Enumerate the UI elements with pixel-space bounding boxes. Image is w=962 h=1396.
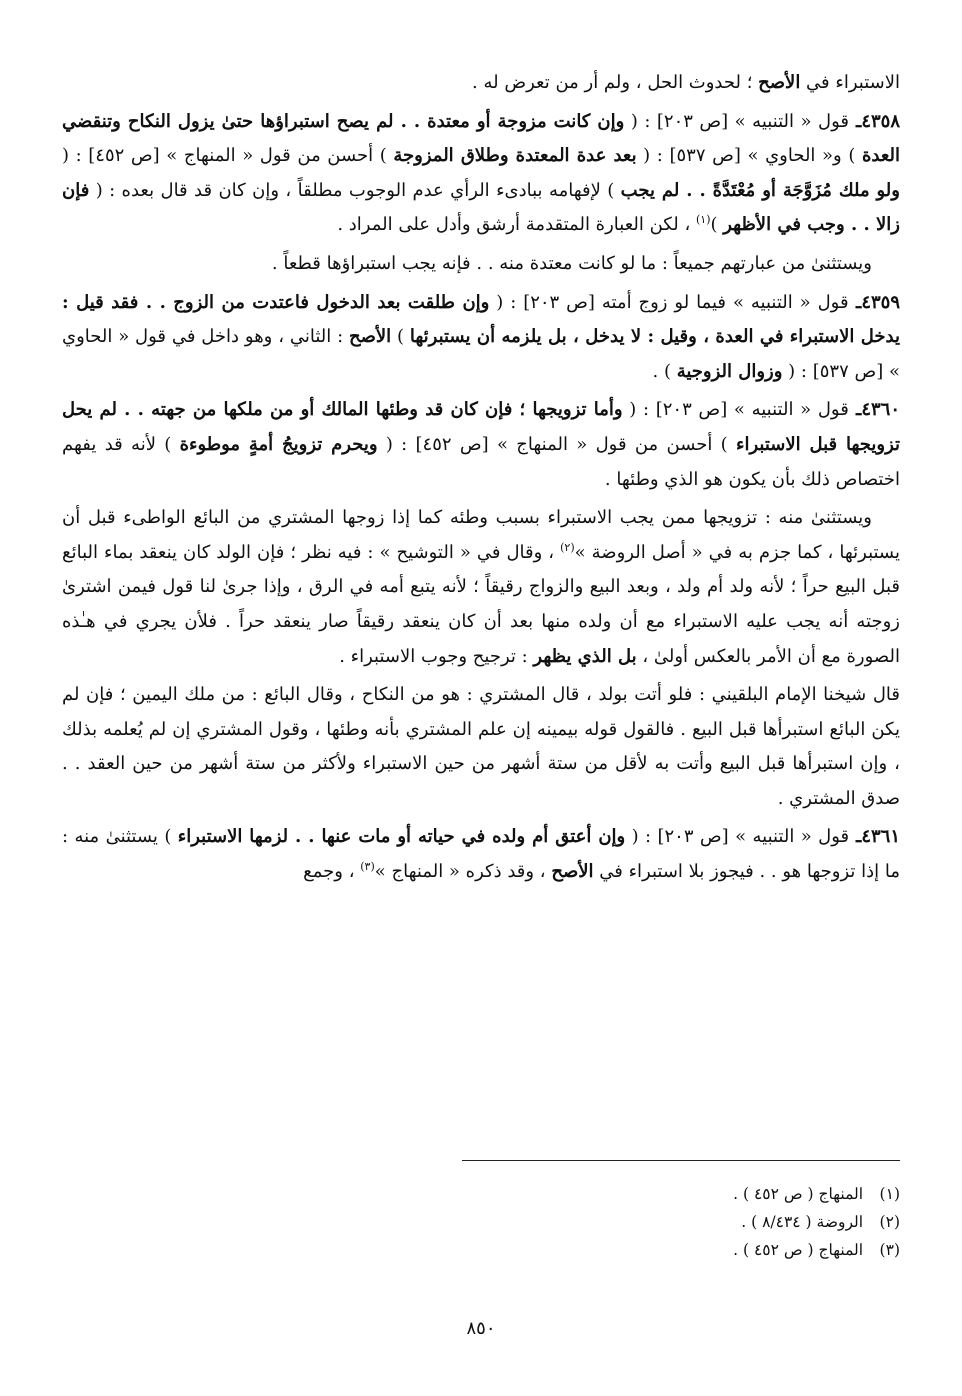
body-text: ) لإفهامه ببادىء الرأي عدم الوجوب مطلقاً ، وإن كان قد قال بعده : ( [89,179,621,201]
quoted-text: فإن زالا . . وجب في الأظهر [62,179,900,236]
quoted-text: بعد عدة المعتدة وطلاق المزوجة [393,145,637,167]
body-text: قول « التنبيه » فيما لو زوج أمته [ص ٢٠٣] : ( [489,291,849,313]
quoted-text: وإن أعتق أم ولده في حياته أو مات عنها . . لزمها الاستبراء [177,826,626,848]
footnote-text: المنهاج ( ص ٤٥٢ ) . [733,1185,864,1203]
footnote-2 [62,1208,900,1236]
footnotes [62,1180,900,1264]
body-text: ويستثنىٰ منه : تزويجها ممن يجب الاستبراء بسبب وطئه كما إذا زوجها المشتري من البائع الواطىء قبل أن يستبرئها ، كما جزم به في « أصل الروضة » [62,507,900,563]
paragraph-p4360c [62,678,900,816]
page-number: ٨٥٠ [466,1318,496,1339]
page-body [62,66,900,894]
body-text: ) [391,326,410,348]
paragraph-p4360b [62,501,900,674]
paragraph-p4360 [62,393,900,497]
body-text: ، وقال في « التوشيح » : فيه نظر ؛ فإن الولد كان ينعقد بماء البائع قبل البيع حراً ؛ لأنه ولد أم ولد ، وبعد البيع والزواج رقيقاً ؛ لأنه يتبع أمه في الرق ، وإذا جرىٰ لنا قول فيمن اشترىٰ زوجته أنه يجب عليه الاستبراء مع أن ولده منها بعد أن كان ينعقد رقيقاً صار ينعقد حراً . فلأن يجري في هـٰذه الصورة مع أن الأمر بالعكس أولىٰ ، [62,541,900,667]
entry-number: ٤٣٦١ـ [849,826,901,848]
footnote-number: (٢) [879,1213,900,1231]
body-text: ) و« الحاوي » [ص ٥٣٧] : ( [636,145,862,167]
body-text: الاستبراء في [800,72,900,93]
footnote-number: (٣) [879,1241,900,1259]
paragraph-p4358 [62,105,900,243]
entry-number: ٤٣٥٩ـ [848,291,900,313]
quoted-text: الأصح [758,72,801,93]
footnote-divider [462,1160,900,1161]
body-text: قول « التنبيه » [ص ٢٠٣] : ( [622,399,849,421]
entry-number: ٤٣٥٨ـ [849,110,900,132]
body-text: : الثاني ، وهو داخل في قول « الحاوي » [ص ٥٣٧] : ( [62,326,900,382]
body-text: قال شيخنا الإمام البلقيني : فلو أتت بولد ، قال المشتري : هو من النكاح ، وقال البائع : من ملك اليمين ؛ فإن لم يكن البائع استبرأها قبل البيع . فالقول قوله بيمينه إن علم المشتري بأنه وطئها ، وقول المشتري إن لم يُعلمه بذلك ، وإن استبرأها قبل البيع وأتت به لأقل من ستة أشهر من حين الاستبراء ولأكثر من ستة أشهر من حين العقد . . صدق المشتري . [62,684,900,809]
footnote-text: المنهاج ( ص ٤٥٢ ) . [733,1241,864,1259]
paragraph-p4361 [62,820,900,889]
body-text: ) أحسن من قول « المنهاج » [ص ٤٥٢] : ( [62,145,394,167]
body-text: ؛ لحدوث الحل ، ولم أر من تعرض له . [472,72,759,93]
body-text: ، وجمع [303,861,361,883]
quoted-text: وزوال الزوجية [676,360,783,382]
body-text: ويستثنىٰ من عبارتهم جميعاً : ما لو كانت معتدة منه . . فإنه يجب استبراؤها قطعاً . [271,252,872,274]
entry-number: ٤٣٦٠ـ [848,399,900,421]
quoted-text: ولو ملك مُزَوَّجَة أو مُعْتَدَّةً . . لم يجب [620,179,900,201]
footnote-ref: (٣) [360,860,375,874]
quoted-text: وأما تزويجها ؛ فإن كان قد وطئها المالك أو من ملكها من جهته . . لم يحل تزويجها قبل الاستبراء [62,399,901,455]
footnote-1 [62,1180,900,1208]
body-text: ) يستثنىٰ منه : ما إذا تزوجها هو . . فيجوز بلا استبراء في [62,826,900,883]
quoted-text: الأصح [551,861,594,883]
quoted-text: وإن طلقت بعد الدخول فاعتدت من الزوج . . فقد قيل : يدخل الاستبراء في العدة ، وقيل : لا يدخل ، بل يلزمه أن يستبرئها [62,291,900,348]
paragraphs-container [62,66,900,890]
paragraph-p4358b [62,247,900,282]
body-text: ) أحسن من قول « المنهاج » [ص ٤٥٢] : ( [377,433,737,455]
body-text: : ترجيح وجوب الاستبراء . [339,645,534,667]
quoted-text: وإن كانت مزوجة أو معتدة . . لم يصح استبراؤها حتىٰ يزول النكاح وتنقضي العدة [62,110,900,167]
body-text: ) [710,214,724,236]
paragraph-p0 [62,66,900,101]
footnote-ref: (٢) [560,540,575,554]
footnote-text: الروضة ( ٨/٤٣٤ ) . [741,1213,864,1231]
body-text: قول « التنبيه » [ص ٢٠٣] : ( [625,826,850,848]
quoted-text: ويحرم تزويجُ أمةٍ موطوءة [179,433,378,455]
body-text: ، وقد ذكره « المنهاج » [374,861,552,883]
body-text: ) . [652,360,677,382]
quoted-text: الأصح [348,326,392,348]
body-text: ، لكن العبارة المتقدمة أرشق وأدل على المراد . [337,214,696,236]
paragraph-p4359 [62,286,900,390]
footnote-number: (١) [879,1185,900,1203]
body-text: ) لأنه قد يفهم اختصاص ذلك بأن يكون هو الذي وطئها . [62,433,900,490]
quoted-text: بل الذي يظهر [533,645,637,667]
footnote-ref: (١) [695,213,711,227]
footnote-3 [62,1236,900,1264]
body-text: قول « التنبيه » [ص ٢٠٣] : ( [624,110,850,132]
